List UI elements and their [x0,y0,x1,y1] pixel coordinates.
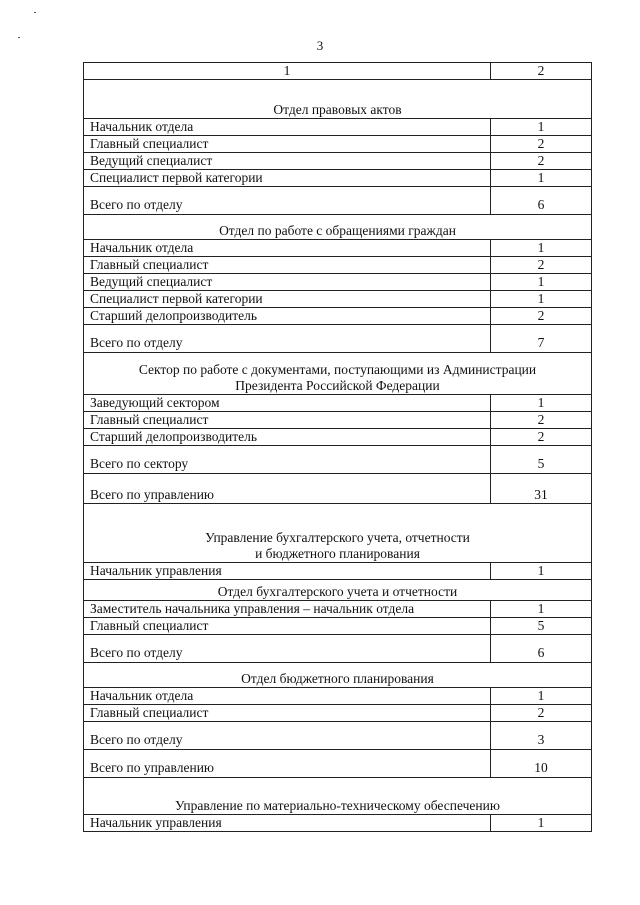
position-name: Заведующий сектором [84,395,491,412]
table-header-row [84,63,592,80]
page-number: 3 [316,38,324,53]
section-title-line: Управление бухгалтерского учета, отчетности [205,530,470,545]
position-name: Главный специалист [84,412,491,429]
table-row [84,705,592,722]
position-count: 2 [491,153,592,170]
position-name: Специалист первой категории [84,170,491,187]
position-count: 1 [491,601,592,618]
total-label: Всего по сектору [84,446,491,474]
total-row [84,635,592,663]
table-row [84,563,592,580]
position-count: 2 [491,136,592,153]
total-label: Всего по отделу [84,325,491,353]
position-name: Старший делопроизводитель [84,308,491,325]
total-count: 3 [491,722,592,750]
table-row [84,308,592,325]
section-header [84,353,592,395]
position-count: 2 [491,308,592,325]
grand-total-count: 10 [491,750,592,778]
table-row [84,119,592,136]
scan-speck [34,12,36,13]
position-name: Главный специалист [84,705,491,722]
section-title: Отдел бухгалтерского учета и отчетности [84,580,592,601]
total-label: Всего по отделу [84,722,491,750]
section-header [84,663,592,688]
table-row [84,395,592,412]
section-header [84,778,592,815]
table-row [84,257,592,274]
section-title-line: Сектор по работе с документами, поступающими из Администрации [138,362,537,377]
position-name: Главный специалист [84,618,491,635]
total-label: Всего по отделу [84,635,491,663]
position-name: Ведущий специалист [84,153,491,170]
table-row [84,153,592,170]
section-header [84,580,592,601]
position-count: 2 [491,257,592,274]
position-count: 1 [491,688,592,705]
position-count: 2 [491,412,592,429]
position-name: Главный специалист [84,136,491,153]
grand-total-count: 31 [491,474,592,504]
section-header [84,215,592,240]
position-name: Старший делопроизводитель [84,429,491,446]
section-title: Отдел по работе с обращениями граждан [84,215,592,240]
position-count: 1 [491,815,592,832]
table-row [84,618,592,635]
total-row [84,722,592,750]
position-count: 1 [491,119,592,136]
table-row [84,688,592,705]
table-row [84,429,592,446]
position-count: 1 [491,170,592,187]
position-count: 1 [491,291,592,308]
position-name: Начальник управления [84,815,491,832]
position-count: 1 [491,274,592,291]
section-title [84,353,592,395]
total-count: 7 [491,325,592,353]
table-row [84,240,592,257]
position-count: 1 [491,395,592,412]
position-name: Начальник управления [84,563,491,580]
table-row [84,136,592,153]
position-count: 2 [491,429,592,446]
section-title [84,504,592,563]
grand-total-row [84,474,592,504]
position-name: Заместитель начальника управления – начальник отдела [84,601,491,618]
section-title: Отдел правовых актов [84,80,592,119]
total-count: 5 [491,446,592,474]
section-title-line: и бюджетного планирования [255,546,420,561]
grand-total-label: Всего по управлению [84,750,491,778]
total-row [84,446,592,474]
section-title: Отдел бюджетного планирования [84,663,592,688]
column-2-header: 2 [491,63,592,80]
grand-total-label: Всего по управлению [84,474,491,504]
position-name: Начальник отдела [84,688,491,705]
total-label: Всего по отделу [84,187,491,215]
total-count: 6 [491,187,592,215]
position-count: 1 [491,563,592,580]
table-row [84,815,592,832]
table-row [84,412,592,429]
table-row [84,274,592,291]
position-count: 1 [491,240,592,257]
section-header [84,504,592,563]
position-count: 2 [491,705,592,722]
table-row [84,291,592,308]
total-row [84,325,592,353]
section-header [84,80,592,119]
position-name: Главный специалист [84,257,491,274]
table-row [84,170,592,187]
position-name: Ведущий специалист [84,274,491,291]
grand-total-row [84,750,592,778]
section-title-line: Президента Российской Федерации [235,378,440,393]
position-name: Специалист первой категории [84,291,491,308]
total-count: 6 [491,635,592,663]
total-row [84,187,592,215]
table-row [84,601,592,618]
position-name: Начальник отдела [84,119,491,136]
staff-table [83,62,592,832]
column-1-header: 1 [84,63,491,80]
section-title: Управление по материально-техническому обеспечению [84,778,592,815]
position-count: 5 [491,618,592,635]
position-name: Начальник отдела [84,240,491,257]
